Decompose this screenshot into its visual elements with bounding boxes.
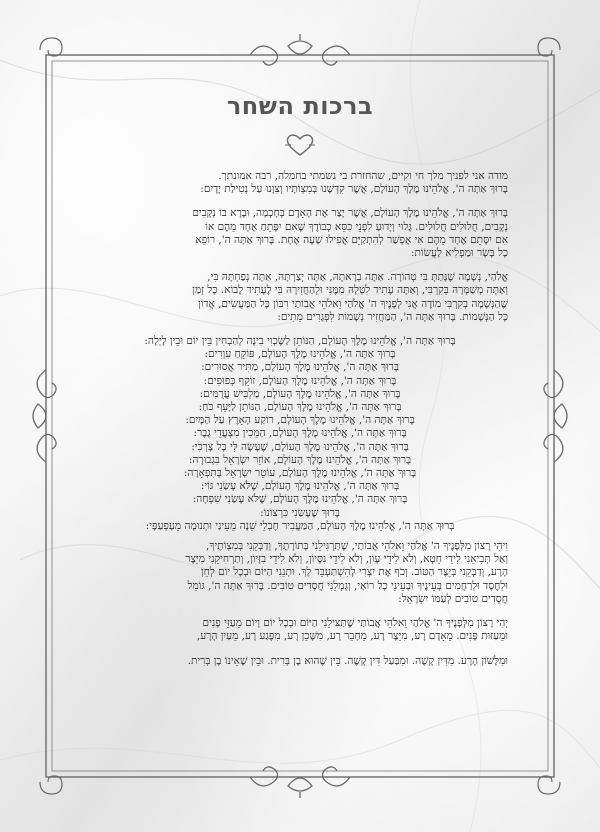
list-item: בָּרוּךְ אַתָּה ה', אֱלֹהֵינוּ מֶלֶךְ הָעוֹלָם, זוֹקֵף כְּפוּפִים: [203, 374, 397, 387]
list-item: בָּרוּךְ אַתָּה ה', אֱלֹהֵינוּ מֶלֶךְ הָעוֹלָם, שֶׁלֹּא עָשַׂנִי גּוֹי: [200, 480, 400, 493]
text-line: כָּל הַנְּשָׁמוֹת. בָּרוּךְ אַתָּה ה', הַמַּחֲזִיר נְשָׁמוֹת לִפְגָרִים מֵתִים: [277, 310, 508, 323]
list-item: בָּרוּךְ אַתָּה ה', אֱלֹהֵינוּ מֶלֶךְ הָעוֹלָם, אוֹזֵר יִשְׂרָאֵל בִּגְבוּרָה: [188, 453, 412, 466]
list-item: בָּרוּךְ אַתָּה ה', אֱלֹהֵינוּ מֶלֶךְ הָעוֹלָם, הַנּוֹתֵן לַשֶּׂכְוִי בִינָה לְהַבְחִין בֵּין יוֹם וּבֵין לָיְלָה: [144, 335, 456, 348]
text-line: וּמֵעַזּוּת פָּנִים. מֵאָדָם רָע, מִיֵּצֶר רָע, מֵחָבֵר רָע, מִשָּׁכֵן רָע, מִפֶּגַע רָע, מֵעַיִן הָרָע, [196, 630, 508, 643]
paragraph-yehi-ratzon [92, 617, 508, 643]
text-line: וּלְחֶסֶד וּלְרַחֲמִים בְּעֵינֶיךָ וּבְעֵינֵי כָל רוֹאַי, וְגָמְלֵנִי חֲסָדִים טוֹבִים. בָּרוּךְ אַתָּה ה', גּוֹמֵל [187, 579, 508, 592]
text-line: חֲסָדִים טוֹבִים לְעַמּוֹ יִשְׂרָאֵל: [398, 592, 508, 605]
text-line: הָרָע, וְדַבְּקֵנִי בְּיֵצֶר הַטּוֹב. וְכֹף אֶת יִצְרִי לְהִשְׁתַּעְבֵּד לָךְ. וּתְנֵנִי הַיּוֹם וּבְכָל יוֹם לְחֵן [200, 566, 508, 579]
heart-icon [283, 132, 317, 158]
list-item: בָּרוּךְ אַתָּה ה', אֱלֹהֵינוּ מֶלֶךְ הָעוֹלָם, רוֹקַע הָאָרֶץ עַל הַמָּיִם: [185, 414, 415, 427]
paragraph-modeh-ani [92, 170, 508, 196]
text-line: כָל בָּשָׂר וּמַפְלִיא לַעֲשׂוֹת: [410, 247, 508, 260]
text-line: אֱלֹהַי, נְשָׁמָה שֶׁנָּתַתָּ בִּי טְהוֹרָה. אַתָּה בְרָאתָהּ, אַתָּה יְצַרְתָּהּ, אַתָּה נְפַחְתָּהּ בִּי, [207, 271, 508, 284]
paragraph-umilashon [92, 655, 508, 668]
list-item: בָּרוּךְ אַתָּה ה', אֱלֹהֵינוּ מֶלֶךְ הָעוֹלָם, פּוֹקֵחַ עִוְרִים: [204, 348, 396, 361]
text-line: בָּרוּךְ אַתָּה ה', אֱלֹהֵינוּ מֶלֶךְ הָעוֹלָם, אֲשֶׁר יָצַר אֶת הָאָדָם בְּחָכְמָה, וּבָרָא בוֹ נְקָבִים [192, 207, 508, 220]
text-line: יְהִי רָצוֹן מִלְּפָנֶיךָ ה' אֱלֹהַי וֵאלֹהֵי אֲבוֹתַי שֶׁתַּצִּילֵנִי הַיּוֹם וּבְכָל יוֹם וָיוֹם מֵעַזֵּי פָנִים [202, 617, 508, 630]
text-line: נְקָבִים, חֲלוּלִים חֲלוּלִים. גָּלוּי וְיָדוּעַ לִפְנֵי כִסֵּא כְבוֹדֶךָ שֶׁאִם יִפָּתֵחַ אֶחָד מֵהֶם אוֹ [205, 220, 508, 233]
paragraph-elohai-neshama [92, 271, 508, 324]
paragraph-vihi-ratzon [92, 540, 508, 606]
text-line: אִם יִסָּתֵם אֶחָד מֵהֶם אִי אֶפְשַׁר לְהִתְקַיֵּם אֲפִילוּ שָׁעָה אֶחָת. בָּרוּךְ אַתָּה ה', רוֹפֵא [195, 233, 508, 246]
text-line: בָּרוּךְ אַתָּה ה', אֱלֹהֵינוּ מֶלֶךְ הָעוֹלָם, אֲשֶׁר קִדְּשָׁנוּ בְּמִצְוֹתָיו וְצִוָּנוּ עַל נְטִילַת יָדָיִם: [200, 183, 508, 196]
list-item: בָּרוּךְ אַתָּה ה', אֱלֹהֵינוּ מֶלֶךְ הָעוֹלָם, מַלְבִּישׁ עֲרֻמִּים: [199, 387, 401, 400]
paragraph-asher-yatzar [92, 207, 508, 260]
bottom-ornament-icon [250, 767, 350, 798]
text-line: וְאַתָּה מְשַׁמְּרָהּ בְּקִרְבִּי, וְאַתָּה עָתִיד לִטְּלָהּ מִמֶּנִּי וּלְהַחֲזִירָהּ בִּי לֶעָתִיד לָבוֹא. כָּל זְמַן [192, 284, 508, 297]
text-line: מודה אני לפניך מלך חי וקיים, שהחזרת בי נשמתי בחמלה, רבה אמונתך. [218, 170, 508, 182]
top-ornament-icon [250, 34, 350, 65]
list-item: בָּרוּךְ אַתָּה ה', אֱלֹהֵינוּ מֶלֶךְ הָעוֹלָם, שֶׁעָשָׂה לִּי כָּל צָרְכִּי: [191, 440, 409, 453]
blessings-list [92, 335, 508, 533]
text-line: וִיהִי רָצוֹן מִלְּפָנֶיךָ ה' אֱלֹהַי וֵאלֹהֵי אֲבוֹתַי, שֶׁתַּרְגִּילֵנִי בְּתוֹרָתֶךָ, וְדַבְּקֵנִי בְּמִצְוֹתֶיךָ, [206, 540, 508, 553]
list-item: בָּרוּךְ אַתָּה ה', אֱלֹהֵינוּ מֶלֶךְ הָעוֹלָם, שֶׁלֹּא עָשַׂנִי שִׁפְחָה: [192, 493, 408, 506]
list-item: בָּרוּךְ שֶׁעָשַׂנִי כִּרְצוֹנוֹ: [260, 506, 340, 519]
list-item: בָּרוּךְ אַתָּה ה', אֱלֹהֵינוּ מֶלֶךְ הָעוֹלָם, הַמֵּכִין מִצְעֲדֵי גָבֶר: [193, 427, 407, 440]
text-line: שֶׁהַנְּשָׁמָה בְקִרְבִּי מוֹדֶה אֲנִי לְפָנֶיךָ ה' אֱלֹהַי וֵאלֹהֵי אֲבוֹתַי רִבּוֹן כָּל הַמַּעֲשִׂים, אֲדוֹן [198, 297, 508, 310]
list-item: בָּרוּךְ אַתָּה ה', אֱלֹהֵינוּ מֶלֶךְ הָעוֹלָם, מַתִּיר אֲסוּרִים: [201, 361, 399, 374]
text-line: וְאַל תְּבִיאֵנִי לִידֵי חֵטְא, וְלֹא לִידֵי עָוֹן, וְלֹא לִידֵי נִסָּיוֹן, וְלֹא לִידֵי בִזָּיוֹן, וְתַרְחִיקֵנִי מִיֵּצֶר [185, 553, 508, 566]
text-line: וּמִלָּשׁוֹן הָרָע. מִדִּין קָשֶׁה. וּמִבַּעַל דִּין קָשֶׁה. בֵּין שֶׁהוּא בֶן בְּרִית. וּבֵין שֶׁאֵינוֹ בֶן בְּרִית. [187, 654, 508, 667]
page-title: ברכות השחר [226, 92, 374, 120]
list-item: בָּרוּךְ אַתָּה ה', אֱלֹהֵינוּ מֶלֶךְ הָעוֹלָם, הַנּוֹתֵן לַיָּעֵף כֹּחַ: [198, 401, 402, 414]
list-item: בָּרוּךְ אַתָּה ה', אֱלֹהֵינוּ מֶלֶךְ הָעוֹלָם, עוֹטֵר יִשְׂרָאֵל בְּתִפְאָרָה: [183, 467, 417, 480]
list-item: בָּרוּךְ אַתָּה ה', אֱלֹהֵינוּ מֶלֶךְ הָעוֹלָם, הַמַּעֲבִיר חֶבְלֵי שֵׁנָה מֵעֵינַי וּתְנוּמָה מֵעַפְעַפָּי: [145, 519, 455, 532]
prayer-text [92, 170, 508, 679]
